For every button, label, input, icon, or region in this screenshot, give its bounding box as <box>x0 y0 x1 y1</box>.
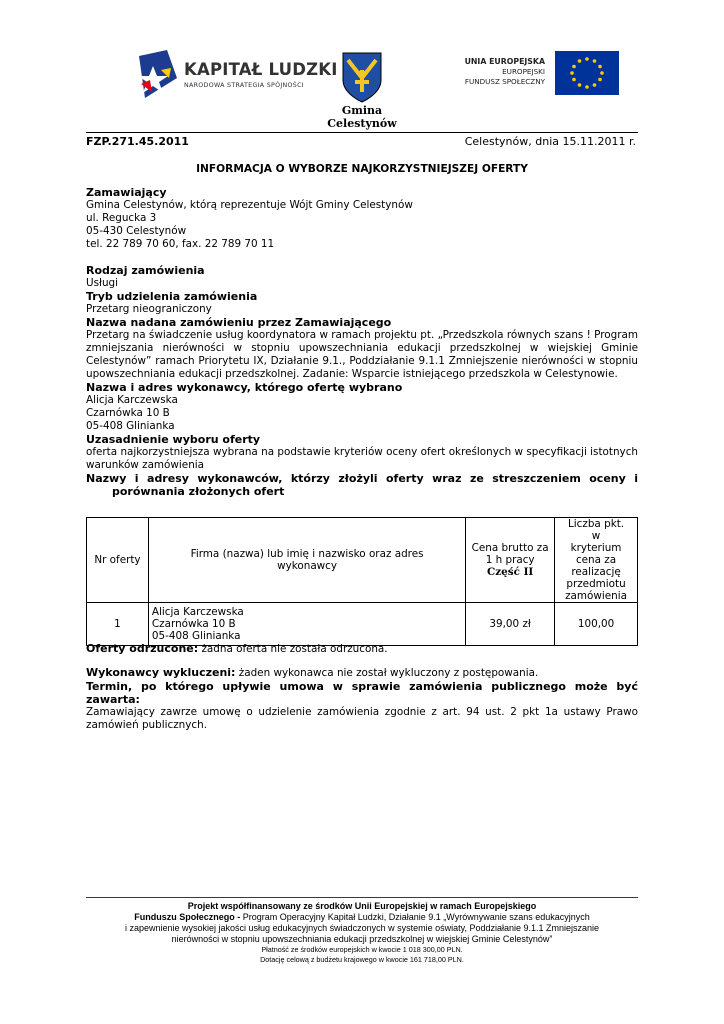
uzasadnienie-value: oferta najkorzystniejsza wybrana na podstawie kryteriów oceny ofert określonych w specyfikacji istotnych warunków zamówienia <box>86 446 638 471</box>
gmina-line2: Celestynów <box>327 117 397 130</box>
termin-heading: Termin, po którego upływie umowa w sprawie zamówienia publicznego może być zawarta: <box>86 680 638 706</box>
document-body <box>86 186 638 498</box>
wykonawca-line: Alicja Karczewska <box>86 394 178 406</box>
gmina-name <box>310 104 414 130</box>
eu-line3: FUNDUSZ SPOŁECZNY <box>464 77 545 86</box>
kapital-ludzki-subtitle: NARODOWA STRATEGIA SPÓJNOŚCI <box>184 82 304 89</box>
header-pkt: Liczba pkt. w kryterium cena za realizację przedmiotu zamówienia <box>555 518 638 603</box>
spacer <box>86 656 638 666</box>
header-cena-label: Cena brutto za 1 h pracy <box>471 542 549 566</box>
tryb-value: Przetarg nieograniczony <box>86 303 212 315</box>
nazwy-heading: Nazwy i adresy wykonawców, którzy złożyli oferty wraz ze streszczeniem oceny i porównania złożonych ofert <box>86 472 638 498</box>
footer-divider <box>86 897 638 898</box>
kapital-ludzki-title: KAPITAŁ LUDZKI <box>184 60 338 79</box>
reference-number: FZP.271.45.2011 <box>86 135 189 148</box>
kapital-ludzki-logo <box>137 48 338 103</box>
cell-pkt: 100,00 <box>555 603 638 646</box>
zamawiajacy-line: tel. 22 789 70 60, fax. 22 789 70 11 <box>86 238 275 250</box>
eu-line2: EUROPEJSKI <box>502 67 545 76</box>
footer <box>80 901 644 965</box>
header-cena <box>466 518 555 603</box>
footer-line2 <box>80 912 644 923</box>
zamawiajacy-line: Gmina Celestynów, którą reprezentuje Wójt Gminy Celestynów <box>86 199 413 211</box>
cell-cena: 39,00 zł <box>466 603 555 646</box>
zamawiajacy-heading: Zamawiający <box>86 186 167 199</box>
table-header-row <box>87 518 638 603</box>
table-row <box>87 603 638 646</box>
header-czesc: Część II <box>487 566 534 578</box>
closing-section <box>86 642 638 732</box>
footer-line2-rest: Program Operacyjny Kapitał Ludzki, Działanie 9.1 „Wyrównywanie szans edukacyjnych <box>240 912 590 922</box>
zamawiajacy-line: 05-430 Celestynów <box>86 225 187 237</box>
footer-line4: nierówności w stopniu upowszechniania edukacji przedszkolnej w wiejskiej Gminie Celestynów” <box>171 934 553 944</box>
document-title: INFORMACJA O WYBORZE NAJKORZYSTNIEJSZEJ OFERTY <box>196 163 528 175</box>
firma-line: Czarnówka 10 B <box>151 618 236 630</box>
eu-text <box>440 57 545 87</box>
firma-line: Alicja Karczewska <box>151 606 244 618</box>
cell-nr: 1 <box>87 603 149 646</box>
gmina-coat-of-arms-icon <box>340 50 384 104</box>
document-date: Celestynów, dnia 15.11.2011 r. <box>464 135 636 148</box>
nazwa-heading: Nazwa nadana zamówieniu przez Zamawiającego <box>86 316 392 329</box>
kapital-ludzki-star-icon <box>137 48 183 103</box>
footer-line3: i zapewnienie wysokiej jakości usług edukacyjnych świadczonych w systemie oświaty, Poddziałanie 9.1.1 Zmniejszanie <box>124 923 600 933</box>
wykluczeni-paragraph <box>86 666 638 680</box>
spacer <box>86 251 638 264</box>
header-firma: Firma (nazwa) lub imię i nazwisko oraz adres wykonawcy <box>148 518 465 603</box>
wykluczeni-label: Wykonawcy wykluczeni: <box>86 666 236 679</box>
footer-line1: Projekt współfinansowany ze środków Unii Europejskiej w ramach Europejskiego <box>187 901 537 911</box>
tryb-heading: Tryb udzielenia zamówienia <box>86 290 258 303</box>
wykonawca-line: 05-408 Glinianka <box>86 420 175 432</box>
uzasadnienie-heading: Uzasadnienie wyboru oferty <box>86 433 261 446</box>
eu-line1: UNIA EUROPEJSKA <box>464 57 545 66</box>
wykluczeni-value: żaden wykonawca nie został wykluczony z postępowania. <box>235 667 539 679</box>
wykonawca-heading: Nazwa i adres wykonawcy, którego ofertę wybrano <box>86 381 403 394</box>
wykonawca-line: Czarnówka 10 B <box>86 407 170 419</box>
cell-firma <box>148 603 465 646</box>
odrzucone-paragraph <box>86 642 638 656</box>
termin-value: Zamawiający zawrze umowę o udzielenie zamówienia zgodnie z art. 94 ust. 2 pkt 1a ustawy Prawo zamówień publicznych. <box>86 706 638 731</box>
footer-line6: Dotację celową z budżetu krajowego w kwocie 161 718,00 PLN. <box>260 955 464 964</box>
offers-table <box>86 517 638 646</box>
odrzucone-value: żadna oferta nie została odrzucona. <box>198 643 388 655</box>
firma-line: 05-408 Glinianka <box>151 630 241 642</box>
footer-line5: Płatność ze środków europejskich w kwocie 1 018 300,00 PLN. <box>261 945 463 954</box>
header-nr-oferty: Nr oferty <box>87 518 149 603</box>
odrzucone-label: Oferty odrzucone: <box>86 642 199 655</box>
nazwa-value: Przetarg na świadczenie usług koordynatora w ramach projektu pt. „Przedszkola równych szans ! Program zmniejszania nierówności w stopniu upowszechniania edukacji przedszkolnej w wiejskiej Gminie Celestynów” ramach Priorytetu IX, Działanie 9.1., Poddziałanie 9.1.1 Zmniejszenie nierówności w stopniu upowszechniania edukacji przedszkolnej. Zadanie: Wsparcie istniejącego przedszkola w Celestynowie. <box>86 329 638 380</box>
rodzaj-heading: Rodzaj zamówienia <box>86 264 205 277</box>
eu-flag-icon <box>555 51 619 95</box>
header-divider <box>86 132 638 133</box>
rodzaj-value: Usługi <box>86 277 119 289</box>
footer-line2-bold: Funduszu Społecznego - <box>134 912 241 922</box>
zamawiajacy-line: ul. Regucka 3 <box>86 212 157 224</box>
gmina-line1: Gmina <box>341 104 383 117</box>
